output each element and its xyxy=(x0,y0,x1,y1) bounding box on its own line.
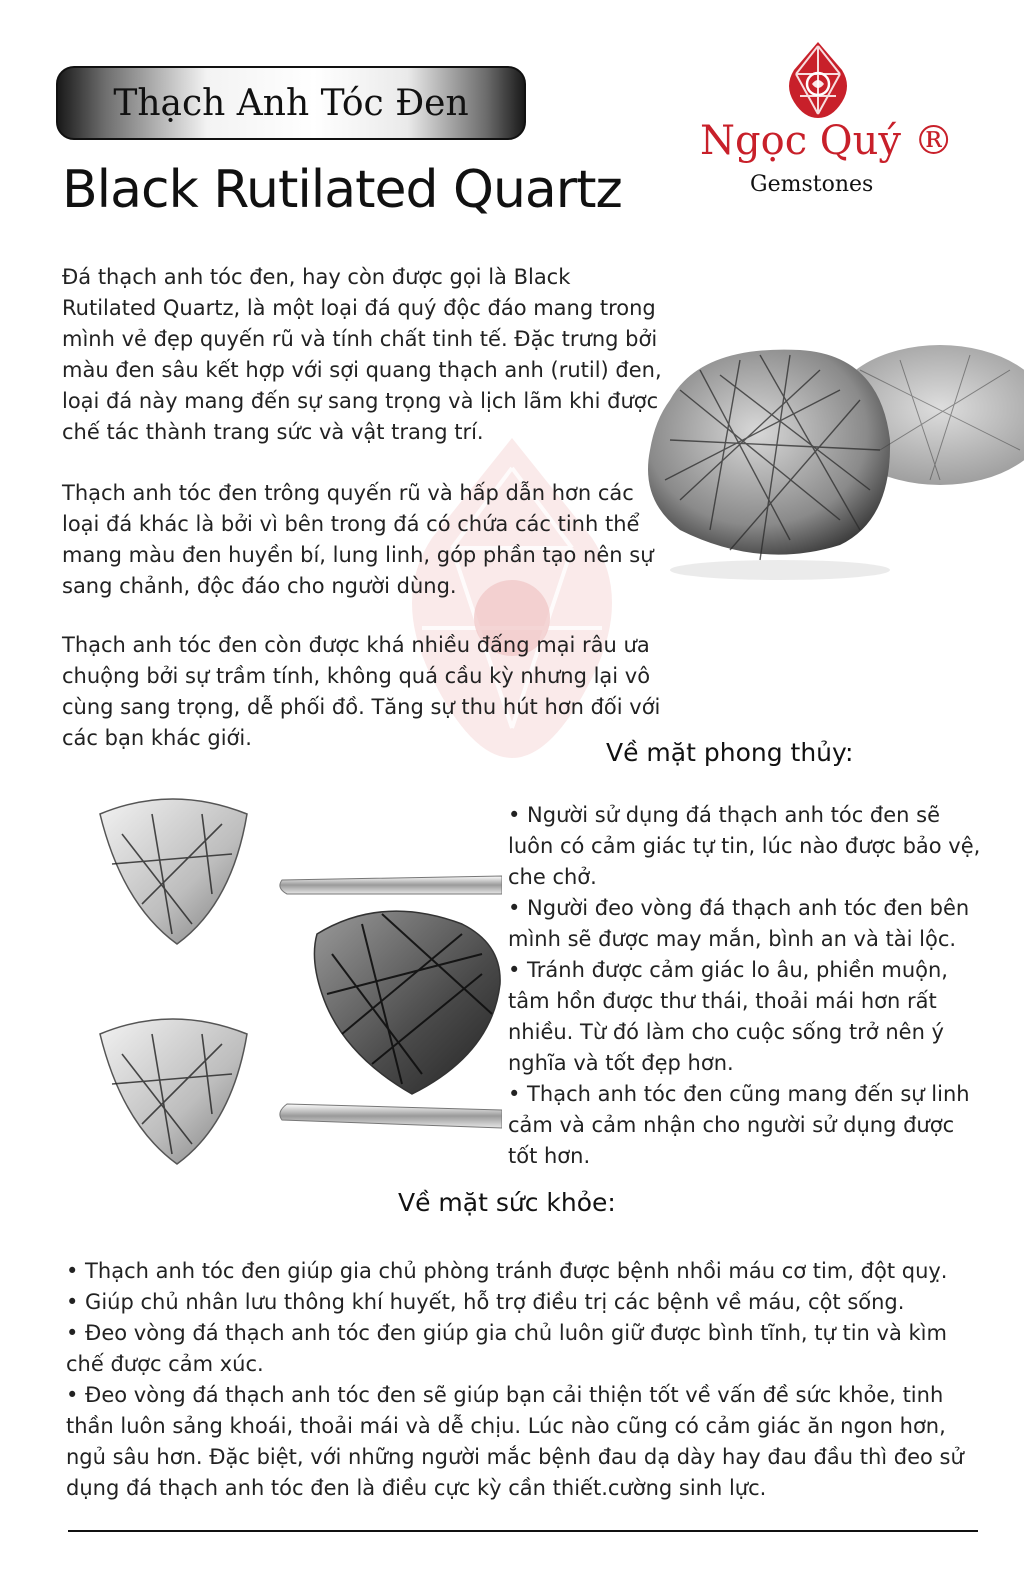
oval-gem-image xyxy=(640,330,1024,590)
title-badge xyxy=(56,66,526,140)
title-badge-text: Thạch Anh Tóc Đen xyxy=(113,82,469,124)
feng-shui-list xyxy=(508,800,988,1172)
intro-paragraph-2: Thạch anh tóc đen trông quyến rũ và hấp dẫn hơn các loại đá khác là bởi vì bên trong đá có chứa các tinh thể mang màu đen huyền bí, lung linh, góp phần tạo nên sự sang chảnh, độc đáo cho người dùng. xyxy=(62,481,654,598)
list-item: • Đeo vòng đá thạch anh tóc đen sẽ giúp bạn cải thiện tốt về vấn đề sức khỏe, tinh thần luôn sảng khoái, thoải mái và dễ chịu. Lúc nào cũng có cảm giác ăn ngon hơn, ngủ sâu hơn. Đặc biệt, với những người mắc bệnh đau dạ dày hay đau đầu thì đeo sử dụng đá thạch anh tóc đen là điều cực kỳ cần thiết.cường sinh lực. xyxy=(66,1383,964,1500)
list-item: • Đeo vòng đá thạch anh tóc đen giúp gia chủ luôn giữ được bình tĩnh, tự tin và kìm chế được cảm xúc. xyxy=(66,1321,947,1376)
feng-shui-heading: Về mặt phong thủy: xyxy=(606,738,854,767)
intro-paragraph-3: Thạch anh tóc đen còn được khá nhiều đấng mại râu ưa chuộng bởi sự trầm tính, không quá cầu kỳ nhưng lại vô cùng sang trọng, dễ phối đồ. Tăng sự thu hút hơn đối với các bạn khác giới. xyxy=(62,633,661,750)
intro-paragraph-1: Đá thạch anh tóc đen, hay còn được gọi là Black Rutilated Quartz, là một loại đá quý độc đáo mang trong mình vẻ đẹp quyến rũ và tính chất tinh tế. Đặc trưng bởi màu đen sâu kết hợp với sợi quang thạch anh (rutil) đen, loại đá này mang đến sự sang trọng và lịch lãm khi được chế tác thành trang sức và vật trang trí. xyxy=(62,265,662,444)
ruby-drop-icon xyxy=(784,40,852,120)
trillion-gems-image xyxy=(82,784,502,1184)
list-item: • Người đeo vòng đá thạch anh tóc đen bên mình sẽ được may mắn, bình an và tài lộc. xyxy=(508,896,970,951)
list-item: • Thạch anh tóc đen cũng mang đến sự linh cảm và cảm nhận cho người sử dụng được tốt hơn. xyxy=(508,1082,970,1168)
list-item: • Người sử dụng đá thạch anh tóc đen sẽ luôn có cảm giác tự tin, lúc nào được bảo vệ, che chở. xyxy=(508,803,981,889)
list-item: • Thạch anh tóc đen giúp gia chủ phòng tránh được bệnh nhồi máu cơ tim, đột quỵ. xyxy=(66,1259,948,1283)
health-heading: Về mặt sức khỏe: xyxy=(398,1188,616,1217)
list-item: • Tránh được cảm giác lo âu, phiền muộn, tâm hồn được thư thái, thoải mái hơn rất nhiều. Từ đó làm cho cuộc sống trở nên ý nghĩa và tốt đẹp hơn. xyxy=(508,958,948,1075)
brand-name: Ngọc Quý ® xyxy=(700,118,954,164)
list-item: • Giúp chủ nhân lưu thông khí huyết, hỗ trợ điều trị các bệnh về máu, cột sống. xyxy=(66,1290,905,1314)
footer-divider xyxy=(68,1530,978,1532)
health-list xyxy=(66,1256,976,1504)
page-title: Black Rutilated Quartz xyxy=(62,160,622,220)
brand-subtitle: Gemstones xyxy=(750,172,874,197)
